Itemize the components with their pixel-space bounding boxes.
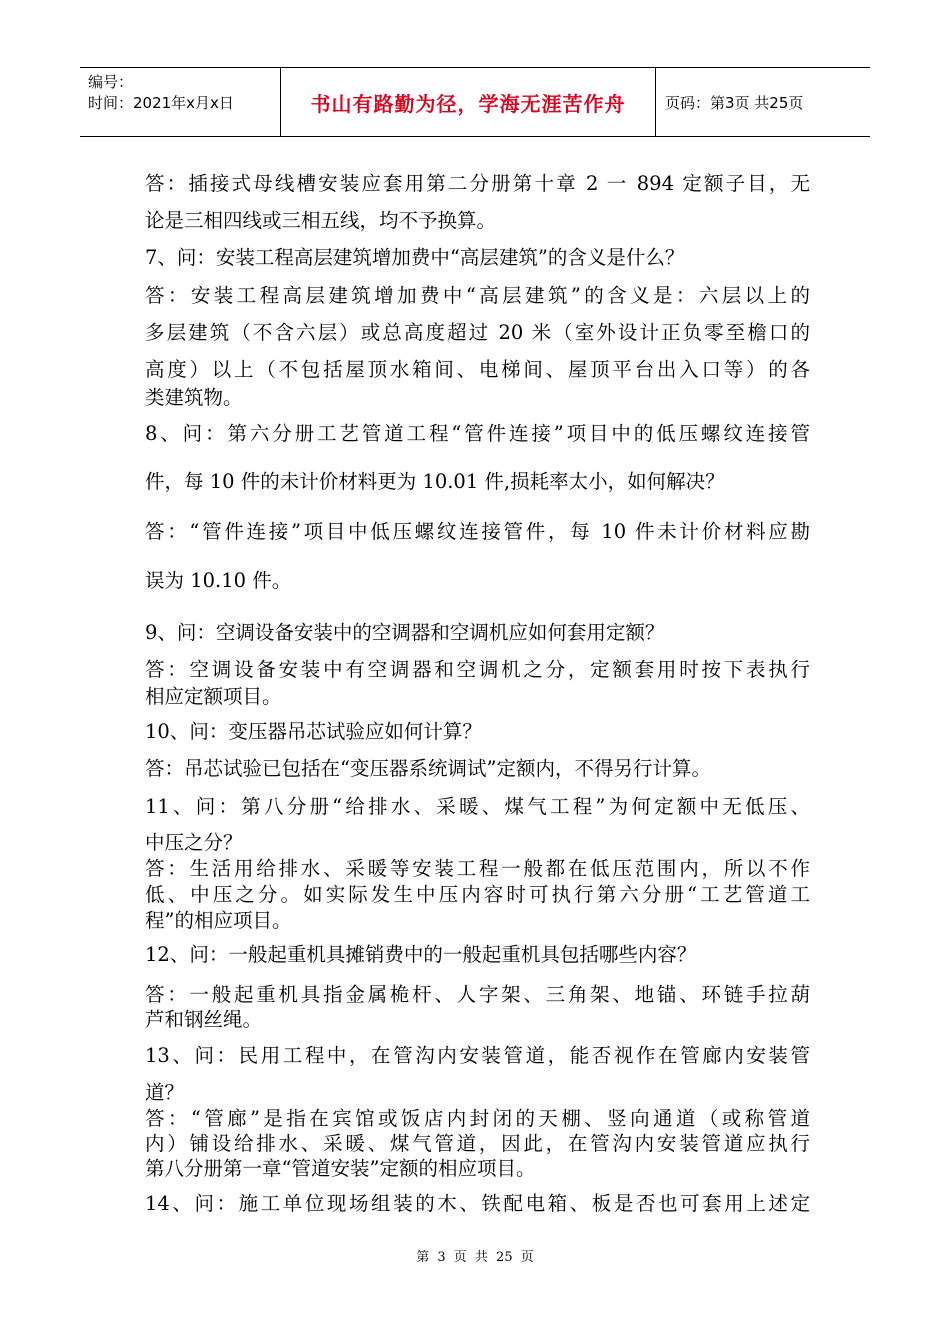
header-motto-cell (281, 68, 656, 136)
text-line: 12、问：一般起重机具摊销费中的一般起重机具包括哪些内容？ (145, 943, 697, 966)
text-line: 芦和钢丝绳。 (145, 1008, 263, 1031)
text-line: 答：插接式母线槽安装应套用第二分册第十章 2 一 894 定额子目，无 (145, 172, 810, 195)
text-line: 第八分册第一章“管道安装”定额的相应项目。 (145, 1157, 536, 1180)
text-line: 中压之分？ (145, 831, 243, 854)
text-line: 14、问：施工单位现场组装的木、铁配电箱、板是否也可套用上述定 (145, 1192, 810, 1215)
page-info: 页码：第3页 共25页 (665, 93, 804, 112)
text-line: 高度）以上（不包括屋顶水箱间、电梯间、屋顶平台出入口等）的各 (145, 358, 810, 381)
text-line: 道？ (145, 1081, 185, 1104)
text-line: 件，每 10 件的未计价材料更为 10.01 件,损耗率太小，如何解决？ (145, 470, 725, 493)
text-line: 内）铺设给排水、采暖、煤气管道，因此，在管沟内安装管道应执行 (145, 1132, 810, 1155)
text-line: 程”的相应项目。 (145, 909, 292, 932)
number-label: 编号： (88, 73, 134, 91)
text-line: 答：生活用给排水、采暖等安装工程一般都在低压范围内，所以不作 (145, 857, 810, 880)
text-line: 低、中压之分。如实际发生中压内容时可执行第六分册“工艺管道工 (145, 883, 810, 906)
text-line: 答：吊芯试验已包括在“变压器系统调试”定额内，不得另行计算。 (145, 757, 711, 780)
text-line: 相应定额项目。 (145, 685, 282, 708)
text-line: 误为 10.10 件。 (145, 569, 292, 592)
text-line: 多层建筑（不含六层）或总高度超过 20 米（室外设计正负零至檐口的 (145, 321, 810, 344)
page-footer: 第 3 页 共 25 页 (416, 1250, 534, 1265)
text-line: 答：一般起重机具指金属桅杆、人字架、三角架、地锚、环链手拉葫 (145, 983, 810, 1006)
text-line: 8、问：第六分册工艺管道工程“管件连接”项目中的低压螺纹连接管 (145, 422, 810, 445)
text-line: 答：空调设备安装中有空调器和空调机之分，定额套用时按下表执行 (145, 658, 810, 681)
header-meta-cell (80, 68, 281, 136)
time-label: 时间：2021年x月x日 (88, 94, 234, 112)
motto-text: 书山有路勤为径，学海无涯苦作舟 (310, 91, 626, 116)
text-line: 类建筑物。 (145, 386, 243, 409)
header-page-cell (655, 68, 870, 136)
text-line: 13、问：民用工程中，在管沟内安装管道，能否视作在管廊内安装管 (145, 1044, 810, 1067)
text-line: 论是三相四线或三相五线，均不予换算。 (145, 209, 497, 232)
text-line: 7、问：安装工程高层建筑增加费中“高层建筑”的含义是什么？ (145, 246, 685, 269)
text-line: 9、问：空调设备安装中的空调器和空调机应如何套用定额？ (145, 621, 665, 644)
text-line: 11、问：第八分册“给排水、采暖、煤气工程”为何定额中无低压、 (145, 795, 810, 818)
text-line: 10、问：变压器吊芯试验应如何计算？ (145, 720, 482, 743)
text-line: 答：“管廊”是指在宾馆或饭店内封闭的天棚、竖向通道（或称管道 (145, 1107, 810, 1130)
header-table (80, 67, 870, 137)
text-line: 答：安装工程高层建筑增加费中“高层建筑”的含义是：六层以上的 (145, 284, 810, 307)
text-line: 答：“管件连接”项目中低压螺纹连接管件，每 10 件未计价材料应勘 (145, 520, 810, 543)
